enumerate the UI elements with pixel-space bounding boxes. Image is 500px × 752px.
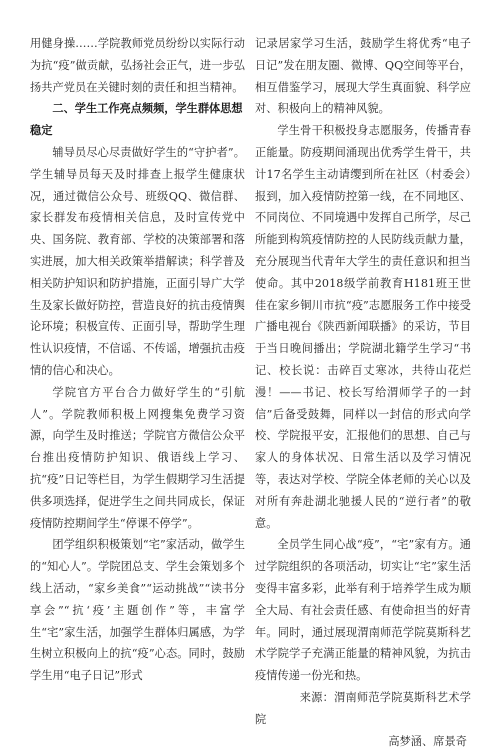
right-column [255, 33, 471, 752]
article-authors: 高梦涵、席景奇 [255, 731, 471, 752]
paragraph-counselors: 辅导员尽心尽责做好学生的“守护者”。学生辅导员每天及时排查上报学生健康状况，通过微信公众号、班级QQ、微信群、家长群发布疫情相关信息，及时宣传党中央、国务院、教育部、学校的决策部署和落实进展，加大相关政策举措解读；科学普及相关防护知识和防护措施，正面引导广大学生及家长做好防控，营造良好的抗击疫情舆论环境；积极宣传、正面引导，帮助学生理性认识疫情，不信谣、不传谣，增强抗击疫情的信心和决心。 [30, 142, 245, 382]
paragraph-electronic-diary: 记录居家学习生活，鼓励学生将优秀“电子日记”发在朋友圈、微博、QQ空间等平台，相互借鉴学习，展现大学生真面貌、科学应对、积极向上的精神风貌。 [255, 33, 471, 120]
paragraph-student-organizations: 团学组织积极策划“宅”家活动，做学生的“知心人”。学院团总支、学生会策划多个线上活动，“家乡美食”“运动挑战”“读书分享会”“抗‘疫’主题创作”等，丰富学生“宅”家生活，加强学生群体归属感，为学生树立积极向上的抗“疫”心态。同时，鼓励学生用“电子日记”形式 [30, 534, 245, 687]
paragraph-teachers-contribution: 用健身操……学院教师党员纷纷以实际行动为抗“疫”做贡献，弘扬社会正气，进一步弘扬共产党员在关键时刻的责任和担当精神。 [30, 33, 245, 98]
paragraph-volunteer-service: 学生骨干积极投身志愿服务，传播青春正能量。防疫期间涌现出优秀学生骨干，共计17名学生主动请缨到所在社区（村委会）报到，加入疫情防控第一线，在不同地区、不同岗位、不同境遇中发挥自己所学，尽己所能到构筑疫情防控的人民防线贡献力量，充分展现当代青年大学生的责任意识和担当使命。其中2018级学前教育H181班王世佳在家乡铜川市抗“疫”志愿服务工作中接受广播电视台《陕西新闻联播》的采访，节目于当日晚间播出；学院湖北籍学生学习“书记、校长说：击碎百丈寒冰，共待山花烂漫！——书记、校长写给渭师学子的一封信”后备受鼓舞，同样以一封信的形式向学校、学院报平安，汇报他们的思想、自己与家人的身体状况、日常生活以及学习情况等，表达对学校、学院全体老师的关心以及对所有奔赴湖北驰援人民的“逆行者”的敬意。 [255, 120, 471, 534]
left-column [30, 33, 245, 687]
paragraph-all-students: 全员学生同心战“疫”，“宅”家有方。通过学院组织的各项活动，切实让“宅”家生活变得丰富多彩，此举有利于培养学生成为顺全大局、有社会责任感、有使命担当的好青年。同时，通过展现渭南师范学院莫斯科艺术学院学子充满正能量的精神风貌，为抗击疫情传递一份光和热。 [255, 534, 471, 687]
paragraph-official-platforms: 学院官方平台合力做好学生的“引航人”。学院教师积极上网搜集免费学习资源，向学生及时推送；学院官方微信公众平台推出疫情防护知识、俄语线上学习、抗“疫”日记等栏目，为学生假期学习生活提供多项选择，促进学生之间共同成长，保证疫情防控期间学生“停课不停学”。 [30, 382, 245, 535]
section-heading: 二、学生工作亮点频频，学生群体思想稳定 [30, 98, 245, 142]
article-source: 来源：渭南师范学院莫斯科艺术学院 [255, 687, 471, 731]
